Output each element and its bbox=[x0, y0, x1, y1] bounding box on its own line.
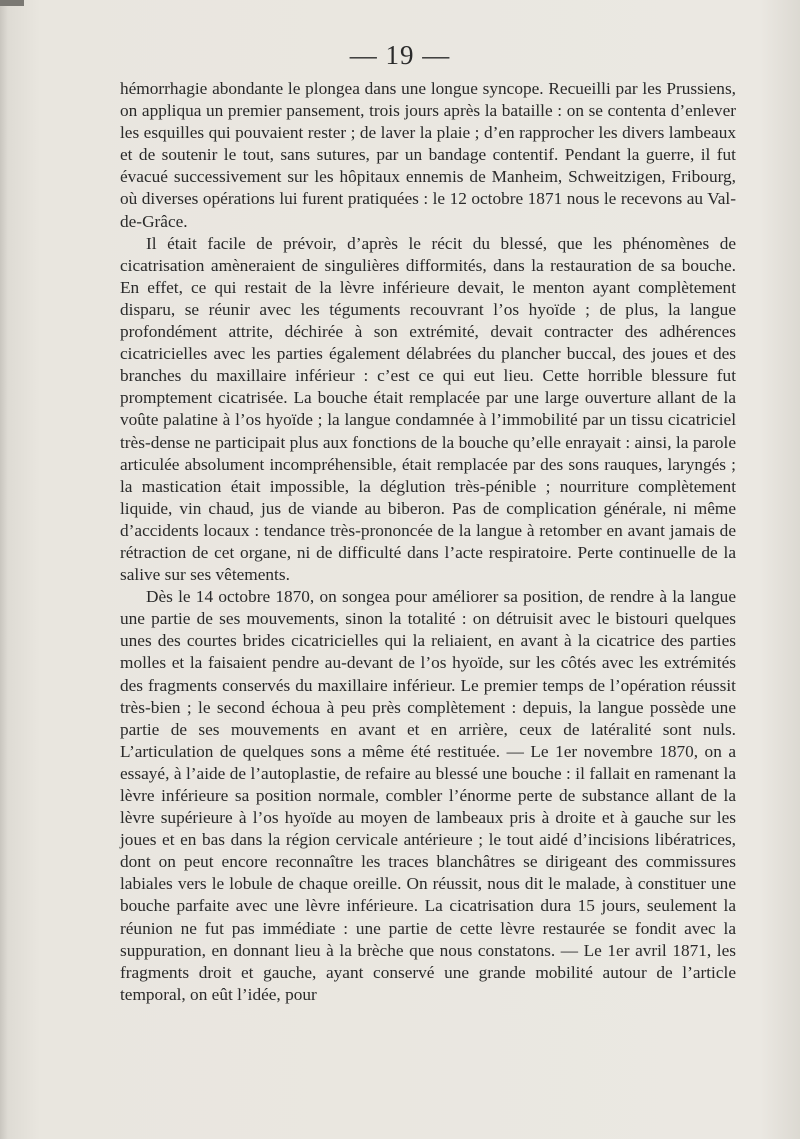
paragraph: hémorrhagie abondante le plongea dans une longue syncope. Recueilli par les Prussiens, on appliqua un premier pansement, trois jours après la bataille : on se contenta d’enlever les esquilles qui pouvaient rester ; de laver la plaie ; d’en rapprocher les divers lambeaux et de soutenir le tout, sans sutures, par un bandage contentif. Pendant la guerre, il fut évacué successivement sur les hôpitaux ennemis de Manheim, Schweitzigen, Fribourg, où diverses opérations lui furent pratiquées : le 12 octobre 1871 nous le recevons au Val-de-Grâce. bbox=[120, 79, 736, 231]
scan-edge-mark bbox=[0, 0, 24, 6]
paragraph: Dès le 14 octobre 1870, on songea pour améliorer sa position, de rendre à la langue une partie de ses mouvements, sinon la totalité : on détruisit avec le bistouri quelques unes des courtes brides cicatricielles qui la reliaient, en avant à la cicatrice des parties molles et la faisaient pendre au-devant de l’os hyoïde, sur les côtés avec les extrémités des fragments conservés du maxillaire inférieur. Le premier temps de l’opération réussit très-bien ; le second échoua à peu près complètement : depuis, la langue possède une partie de ses mouvements en avant et en arrière, ceux de latéralité sont nuls. L’articulation de quelques sons a même été restituée. — Le 1er novembre 1870, on a essayé, à l’aide de l’autoplastie, de refaire au blessé une bouche : il fallait en ramenant la lèvre inférieure sa position normale, combler l’énorme perte de substance allant de la lèvre supérieure à l’os hyoïde au moyen de lambeaux pris à droite et à gauche sur les joues et en bas dans la région cervicale antérieure ; le tout aidé d’incisions libératrices, dont on peut encore reconnaître les traces blanchâtres se dirigeant des commissures labiales vers le lobule de chaque oreille. On réussit, nous dit le malade, à constituer une bouche parfaite avec une lèvre inférieure. La cicatrisation dura 15 jours, seulement la réunion ne fut pas immédiate : une partie de cette lèvre restaurée se fondit avec la suppuration, en donnant lieu à la brèche que nous constatons. — Le 1er avril 1871, les fragments droit et gauche, ayant conservé une grande mobilité autour de l’article temporal, on eût l’idée, pour bbox=[120, 587, 736, 1004]
page-number: — 19 — bbox=[349, 40, 451, 70]
paragraph: Il était facile de prévoir, d’après le récit du blessé, que les phénomènes de cicatrisation amèneraient de singulières difformités, dans la restauration de sa bouche. En effet, ce qui restait de la lèvre inférieure devait, le menton ayant complètement disparu, se réunir avec les téguments recouvrant l’os hyoïde ; de plus, la langue profondément attrite, déchirée à son extrémité, devait contracter des adhérences cicatricielles avec les parties également délabrées du plancher buccal, des joues et des branches du maxillaire inférieur : c’est ce qui eut lieu. Cette horrible blessure fut promptement cicatrisée. La bouche était remplacée par une large ouverture allant de la voûte palatine à l’os hyoïde ; la langue condamnée à l’immobilité par un tissu cicatriciel très-dense ne participait plus aux fonctions de la bouche qu’elle enrayait : ainsi, la parole articulée absolument incompréhensible, était remplacée par des sons rauques, laryngés ; la mastication était impossible, la déglution très-pénible ; nourriture complètement liquide, vin chaud, jus de viande au biberon. Pas de complication générale, ni même d’accidents locaux : tendance très-prononcée de la langue à retomber en avant jamais de rétraction de cet organe, ni de difficulté dans l’acte respiratoire. Perte continuelle de la salive sur ses vêtements. bbox=[120, 233, 736, 585]
body-text bbox=[120, 78, 736, 1006]
